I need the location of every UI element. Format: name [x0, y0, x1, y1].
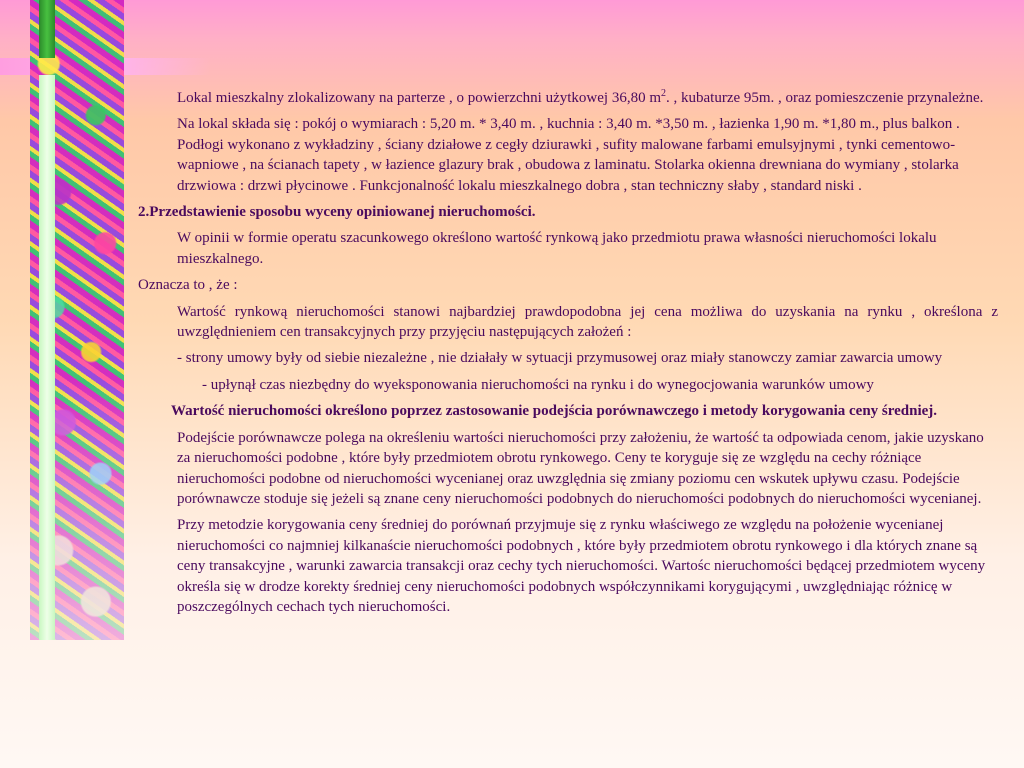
paragraph-assumption-time: - upłynął czas niezbędny do wyeksponowania nieruchomości na rynku i do wynegocjowania warunków umowy	[202, 376, 874, 393]
superscript: 2	[661, 88, 666, 99]
section-heading-valuation-method: 2.Przedstawienie sposobu wyceny opiniowanej nieruchomości.	[138, 204, 536, 221]
paragraph-market-value-definition: Wartość rynkową nieruchomości stanowi najbardziej prawdopodobna jej cena możliwa do uzyskania na rynku , określona z uwzględnieniem cen transakcyjnych przy przyjęciu następujących założeń :	[177, 303, 998, 341]
paragraph-comparative-approach: Podejście porównawcze polega na określeniu wartości nieruchomości przy założeniu, że wartość ta odpowiada cenom, jakie uzyskano za nieruchomości podobne , które były przedmiotem obrotu rynkowego. Ceny te koryguje się ze względu na cechy różniące nieruchomości podobne od nieruchomości wycenianej oraz uwzględnia się zmiany poziomu cen wskutek upływu czasu. Podejście porównawcze stoduje się jeżeli są znane ceny nieruchomości podobnych do nieruchomości podobnych do nieruchomości wycenianej.	[177, 429, 984, 507]
paragraph-property-description: Lokal mieszkalny zlokalizowany na parterze , o powierzchni użytkowej 36,80 $m^2$. , kubaturze 95m. , oraz pomieszczenie przynależne.	[177, 88, 984, 106]
slide-body-text	[138, 84, 998, 617]
paragraph-assumption-parties: - strony umowy były od siebie niezależne , nie działały w sytuacji przymusowej oraz miały stanowczy zamiar zawarcia umowy	[177, 350, 943, 367]
paragraph-meaning: Oznacza to , że :	[138, 277, 238, 294]
paragraph-market-value-intro: W opinii w formie operatu szacunkowego określono wartość rynkową jako przedmiotu prawa własności nieruchomości lokalu mieszkalnego.	[177, 230, 937, 267]
decorative-light-green-bar	[39, 75, 55, 640]
paragraph-rooms-description: Na lokal składa się : pokój o wymiarach : 5,20 m. * 3,40 m. , kuchnia : 3,40 m. *3,50 m. , łazienka 1,90 m. *1,80 m., plus balkon . Podłogi wykonano z wykładziny , ściany działowe z cegły dziurawki , sufity malowane farbami emulsyjnymi , tynki cementowo-wapniowe , na ścianach tapety , w łazience glazury brak , obudowa z laminatu. Stolarka okienna drewniana do wymiany , stolarka drzwiowa : drzwi płycinowe . Funkcjonalność lokalu mieszkalnego dobra , stan techniczny słaby , standard niski .	[177, 116, 960, 194]
decorative-green-bar	[39, 0, 55, 58]
paragraph-method-statement: Wartość nieruchomości określono poprzez zastosowanie podejścia porównawczego i metody korygowania ceny średniej.	[171, 403, 938, 420]
paragraph-average-price-method: Przy metodzie korygowania ceny średniej do porównań przyjmuje się z rynku właściwego ze względu na położenie wycenianej nieruchomości co najmniej kilkanaście nieruchomości podobnych , które były przedmiotem obrotu rynkowego i dla których znane są ceny transakcyjne , warunki zawarcia transakcji oraz cechy tych nieruchomości. Wartośc nieruchomości będącej przedmiotem wyceny określa się w drodze korekty średniej ceny nieruchomości podobnych współczynnikami korygującymi , uwzględniając różnicę w poszczególnych cechach tych nieruchomości.	[177, 517, 986, 615]
